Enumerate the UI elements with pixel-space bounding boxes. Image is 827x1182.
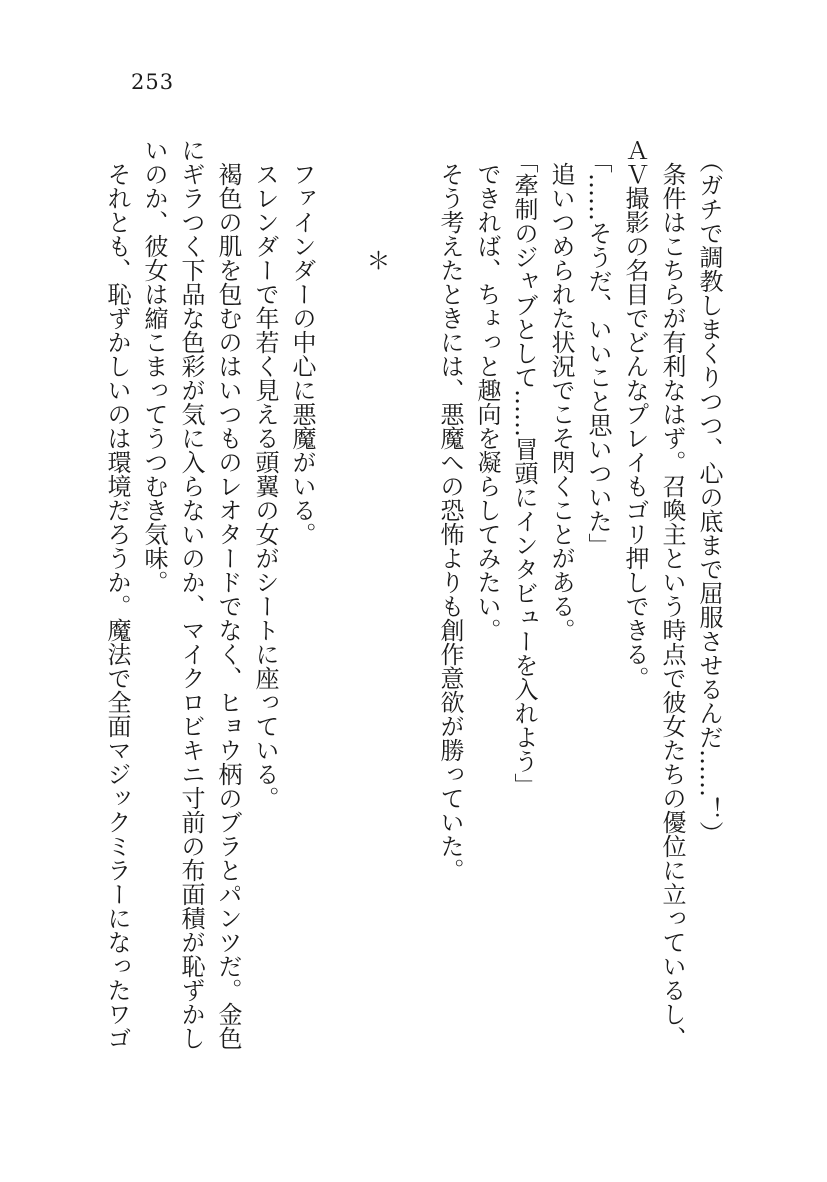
paragraph: 褐色の肌を包むのはいつものレオタードでなく、ヒョウ柄のブラとパンツだ。金色にギラつく下品な色彩が気に入らないのか、マイクロビキニ寸前の布面積が恥ずかしいのか、彼女は縮こまってうつむき気味。	[140, 138, 242, 1050]
paragraph-monologue: （ガチで調教しまくりつつ、心の底まで屈服させるんだ……！）	[695, 148, 723, 845]
paragraph-dialogue: 「……そうだ、いいこと思いついた」	[584, 148, 612, 557]
paragraph: そう考えたときには、悪魔への恐怖よりも創作意欲が勝っていた。	[436, 162, 464, 882]
paragraph: それとも、恥ずかしいのは環境だろうか。魔法で全面マジックミラーになったワゴ	[103, 162, 131, 1050]
paragraph: できれば、ちょっと趣向を凝らしてみたい。	[473, 162, 501, 642]
paragraph-dialogue: 「牽制のジャブとして……冒頭にインタビューを入れよう」	[510, 148, 538, 797]
page-number: 253	[131, 70, 175, 94]
paragraph: スレンダーで年若く見える頭翼の女がシートに座っている。	[251, 162, 279, 810]
paragraph: 追いつめられた状況でこそ閃くことがある。	[547, 162, 575, 642]
vertical-text-block	[98, 138, 727, 1050]
paragraph: 条件はこちらが有利なはず。召喚主という時点で彼女たちの優位に立っているし、ＡＶ撮影の名目でどんなプレイもゴリ押しできる。	[621, 138, 686, 1050]
section-break-symbol: ＊	[362, 248, 390, 272]
paragraph: ファインダーの中心に悪魔がいる。	[288, 162, 316, 546]
